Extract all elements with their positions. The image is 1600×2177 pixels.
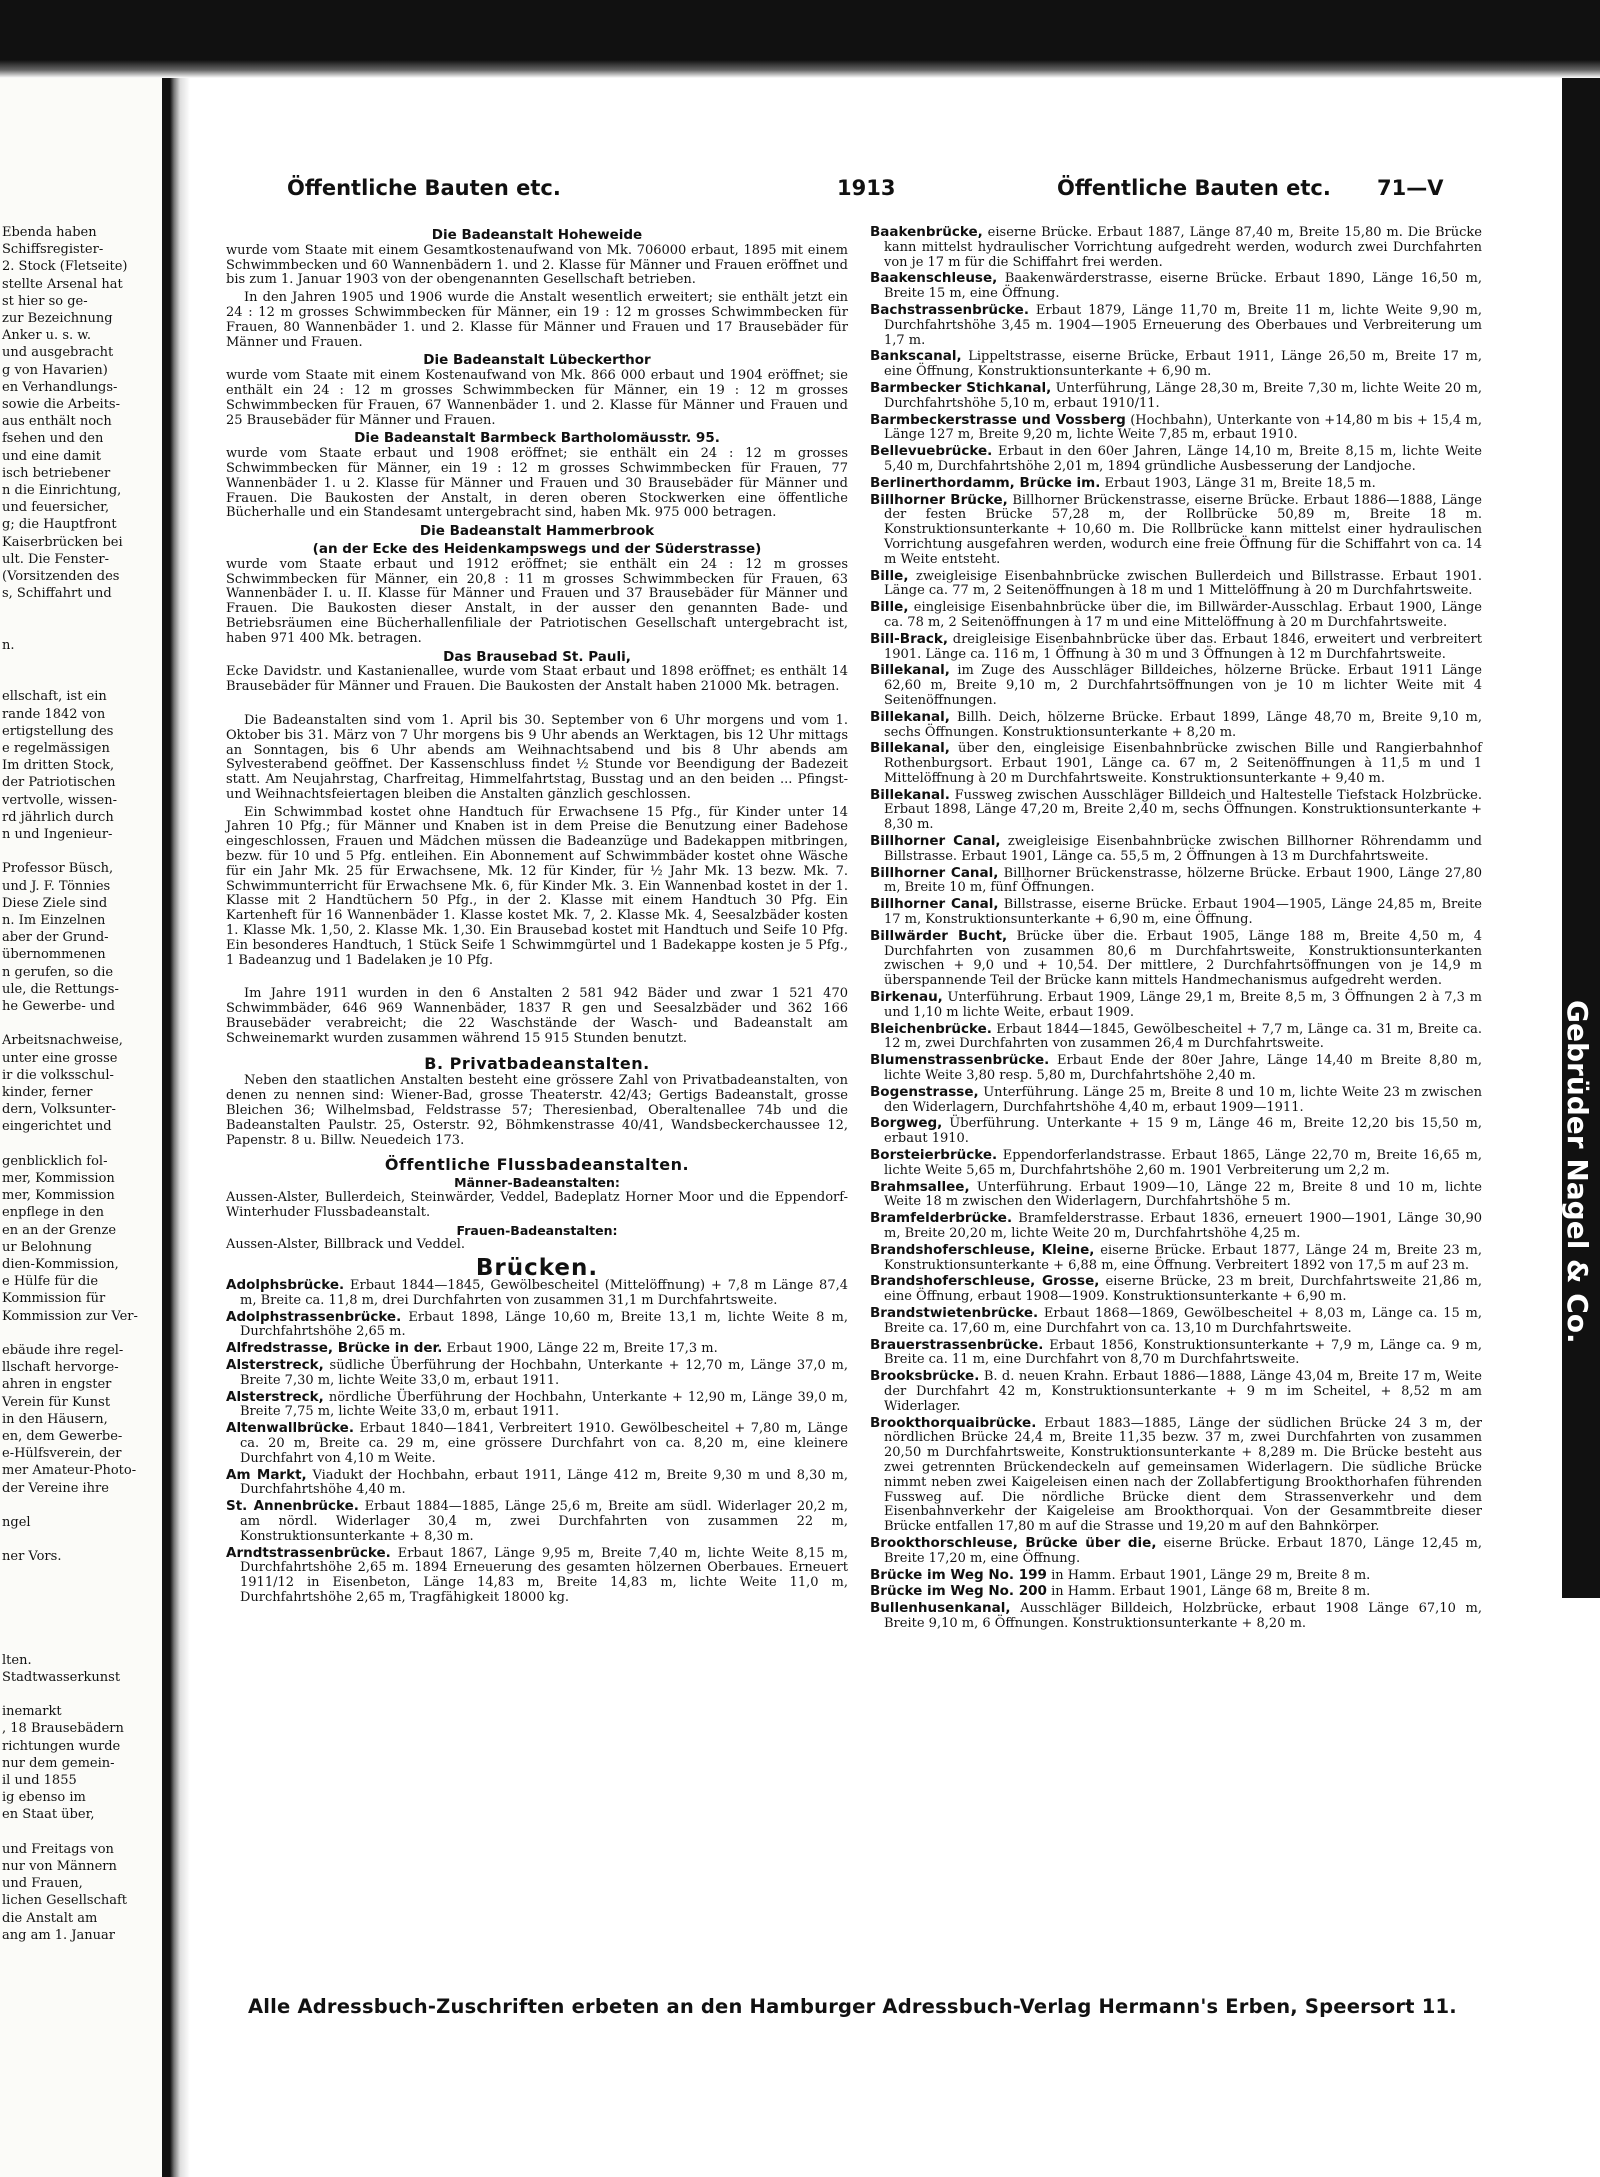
left-page-line: mer, Kommission xyxy=(2,1188,115,1204)
entry-text: Erbaut 1883—1885, Länge der südlichen Brücke 24 3 m, der nördlichen Brücke 24,4 m, Breite 11,35 bezw. 37 m, zwei Durchfahrten von zusammen 20,50 m Durchfahrtsweite, Konstruktionsunterkante + 8,289 m. Die Brücke besteht aus zwei getrennten Brückendeckeln auf gemeinsamen Widerlagern. Die südliche Brücke nimmt neben zwei Kaigeleisen einen nach der Zollabfertigung Brookthorhafen führenden Fussweg auf. Die nördliche Brücke dient dem Strassenverkehr und dem Eisenbahnverkehr der Kaigeleise am Brookthorquai. Von der Gesammtbreite dieser Brücke entfallen 17,80 m auf die Strasse und 19,20 m auf den Bahnkörper. xyxy=(884,1415,1482,1535)
entry-term: St. Annenbrücke. xyxy=(226,1498,359,1515)
entry-text: Erbaut 1900, Länge 22 m, Breite 17,3 m. xyxy=(446,1341,718,1357)
left-page-line: (Vorsitzenden des xyxy=(2,569,120,584)
bridge-entry xyxy=(226,1499,848,1544)
entry-term: Brücke im Weg No. 199 xyxy=(870,1566,1047,1583)
page-header xyxy=(212,176,1532,216)
bridge-entry xyxy=(870,929,1482,989)
left-page-line: e regelmässigen xyxy=(2,741,110,756)
entry-text: im Zuge des Ausschläger Billdeiches, hölzerne Brücke. Erbaut 1911 Länge 62,60 m, Breite 9,10 m, 2 Durchfahrtsöffnungen von je 10 m lichter Weite mit 4 Seitenöffnungen. xyxy=(884,663,1483,708)
entry-term: Bellevuebrücke. xyxy=(870,443,993,460)
left-page-line: enpflege in den xyxy=(2,1205,104,1221)
entry-term: Billekanal. xyxy=(870,786,950,803)
left-page-line: s, Schiffahrt und xyxy=(2,586,112,602)
left-page-line: ule, die Rettungs- xyxy=(2,981,119,997)
left-page-line: und Frauen, xyxy=(2,1876,83,1892)
left-page-line: Kommission zur Ver- xyxy=(2,1308,138,1324)
left-page-line: Professor Büsch, xyxy=(2,861,114,877)
left-page-line: Stadtwasserkunst xyxy=(2,1669,121,1685)
entry-text: Billstrasse, eiserne Brücke. Erbaut 1904—1905, Länge 24,85 m, Breite 17 m, Konstruktionsunterkante + 6,90 m, eine Öffnung. xyxy=(884,897,1482,928)
left-page-line: Im dritten Stock, xyxy=(2,758,115,774)
entry-term: Adolphsbrücke. xyxy=(226,1277,345,1293)
entry-term: Brücke im Weg No. 200 xyxy=(870,1583,1047,1600)
entry-text: Erbaut Ende der 80er Jahre, Länge 14,40 m Breite 8,80 m, lichte Weite 3,80 resp. 5,80 m, Durchfahrtshöhe 2,40 m. xyxy=(884,1053,1482,1084)
entry-term: Brandshoferschleuse, Kleine, xyxy=(870,1241,1095,1258)
entry-term: Billekanal, xyxy=(870,740,950,757)
section-subtitle: (an der Ecke des Heidenkampswegs und der Süderstrasse) xyxy=(312,540,762,557)
left-page-line: ngel xyxy=(2,1515,31,1530)
entry-text: in Hamm. Erbaut 1901, Länge 29 m, Breite 8 m. xyxy=(1051,1567,1371,1583)
paragraph: In den Jahren 1905 und 1906 wurde die Anstalt wesentlich erweitert; sie enthält jetzt ein 24 : 12 m grosses Schwimmbecken für Männer, ein 19 : 12 m grosses Schwimmbecken für Frauen, 80 Wannenbäder 1. und 2. Klasse für Männer und Frauen und 17 Brausebäder für Männer und Frauen. xyxy=(226,290,848,350)
entry-text: Billh. Deich, hölzerne Brücke. Erbaut 1899, Länge 48,70 m, Breite 9,10 m, sechs Öffnungen. Konstruktionsunterkante + 8,20 m. xyxy=(884,709,1483,740)
entry-text: Eppendorferlandstrasse. Erbaut 1865, Länge 22,70 m, Breite 16,65 m, lichte Weite 5,65 m, Durchfahrtshöhe 2,60 m. 1901 Verbreiterung um 2,2 m. xyxy=(884,1148,1482,1178)
left-page-line: der Vereine ihre xyxy=(2,1480,109,1496)
entry-term: Baakenschleuse, xyxy=(870,270,998,287)
left-page-line: il und 1855 xyxy=(2,1773,77,1788)
bridge-entry xyxy=(226,1546,848,1606)
left-page-line: ult. Die Fenster- xyxy=(2,551,109,567)
entry-term: Brandshoferschleuse, Grosse, xyxy=(870,1273,1100,1290)
left-page-line: in den Häusern, xyxy=(2,1411,108,1427)
entry-text: eiserne Brücke, 23 m breit, Durchfahrtsweite 21,86 m, eine Öffnung, erbaut 1908—1909. Konstruktionsunterkante + 6,90 m. xyxy=(884,1274,1482,1305)
bridge-entry xyxy=(870,1369,1482,1414)
section-title: Brücken. xyxy=(475,1255,599,1282)
entry-text: über den, eingleisige Eisenbahnbrücke zwischen Bille und Rangierbahnhof Rothenburgsort. Erbaut 1901, Länge ca. 67 m, 2 Seitenöffnungen à 11,5 m und 1 Mittelöffnung à 20 m Durchfahrtsweite. Konstruktionsunterkante + 9,40 m. xyxy=(884,741,1482,786)
entry-text: eingleisige Eisenbahnbrücke über die, im Billwärder-Ausschlag. Erbaut 1900, Länge ca. 78 m, 2 Seitenöffnungen à 17 m und eine Mittelöffnung à 20 m Durchfahrtsweite. xyxy=(884,600,1482,630)
header-right: Öffentliche Bauten etc. xyxy=(1057,176,1331,200)
entry-term: Billwärder Bucht, xyxy=(870,927,1008,944)
entry-term: Alsterstreck, xyxy=(226,1356,324,1373)
right-ad-text xyxy=(1561,1000,1594,2000)
entry-term: Bachstrassenbrücke. xyxy=(870,301,1029,318)
entry-text: Erbaut 1884—1885, Länge 25,6 m, Breite am südl. Widerlager 20,2 m, am nördl. Widerlager 30,4 m, zwei Durchfahrten von zusammen 22 m, Konstruktionsunterkante + 8,30 m. xyxy=(240,1499,848,1544)
bridge-entry xyxy=(870,1568,1482,1584)
subheading: Männer-Badeanstalten: xyxy=(454,1175,620,1191)
left-page-line: lten. xyxy=(2,1652,32,1668)
entry-term: Brooksbrücke. xyxy=(870,1368,980,1385)
bridge-entry xyxy=(870,990,1482,1021)
entry-text: nördliche Überführung der Hochbahn, Unterkante + 12,90 m, Länge 39,0 m, Breite 7,75 m, lichte Weite 33,0 m, erbaut 1911. xyxy=(240,1389,848,1420)
bridge-entry xyxy=(870,866,1482,897)
left-page-line: ebäude ihre regel- xyxy=(2,1343,124,1358)
left-page-line: ahren in engster xyxy=(2,1377,112,1393)
entry-text: Brücke über die. Erbaut 1905, Länge 188 m, Breite 4,50 m, 4 Durchfahrten von zusammen 80,6 m Durchfahrtsweite, Konstruktionsunterkanten zwischen + 9,0 und + 10,54. Der mittlere, 2 Durchfahrtsöffnungen von je 14,9 m überspannende Teil der Brücke kann mittels Handmechanismus aufgedreht werden. xyxy=(884,928,1482,989)
left-page-line: ig ebenso im xyxy=(2,1790,86,1806)
entry-text: Erbaut 1856, Konstruktionsunterkante + 7,9 m, Länge ca. 9 m, Breite ca. 11 m, eine Durchfahrt von 8,70 m Durchfahrtsweite. xyxy=(884,1337,1482,1368)
entry-term: Alfredstrasse, Brücke in der. xyxy=(226,1340,443,1357)
entry-term: Birkenau, xyxy=(870,989,943,1006)
entry-term: Brookthorquaibrücke. xyxy=(870,1414,1037,1431)
entry-text: Überführung. Unterkante + 15 9 m, Länge 46 m, Breite 12,20 bis 15,50 m, erbaut 1910. xyxy=(884,1116,1482,1147)
bridge-entry xyxy=(870,1338,1482,1369)
left-page-line: ur Belohnung xyxy=(2,1239,92,1255)
section-title: Öffentliche Flussbadeanstalten. xyxy=(384,1155,690,1175)
left-page-line: lichen Gesellschaft xyxy=(2,1893,128,1909)
bridge-entry xyxy=(226,1278,848,1309)
entry-text: Viadukt der Hochbahn, erbaut 1911, Länge 412 m, Breite 9,30 m und 8,30 m, Durchfahrtshöhe 4,40 m. xyxy=(240,1467,848,1498)
bridge-entry xyxy=(870,600,1482,631)
left-page-line: n. xyxy=(2,637,15,653)
left-page-line: e Hülfe für die xyxy=(2,1274,99,1290)
entry-term: Blumenstrassenbrücke. xyxy=(870,1052,1050,1069)
left-page-line: und eine damit xyxy=(2,448,102,464)
left-page-line: nur von Männern xyxy=(2,1859,117,1874)
left-column xyxy=(226,225,848,1607)
bridge-entry xyxy=(870,788,1482,833)
entry-text: Erbaut in den 60er Jahren, Länge 14,10 m, Breite 8,15 m, lichte Weite 5,40 m, Durchfahrtshöhe 2,01 m, 1894 gründliche Ausbesserung der Landjoche. xyxy=(884,444,1482,474)
bridge-entry xyxy=(226,1421,848,1466)
left-page-line: n und Ingenieur- xyxy=(2,827,113,842)
entry-term: Borsteierbrücke. xyxy=(870,1147,998,1164)
entry-term: Billhorner Canal, xyxy=(870,864,999,881)
left-page-line: g; die Hauptfront xyxy=(2,517,117,533)
section-title: Das Brausebad St. Pauli, xyxy=(443,648,631,665)
entry-term: Billhorner Canal, xyxy=(870,896,999,913)
bridge-entry xyxy=(870,444,1482,475)
entry-term: Bullenhusenkanal, xyxy=(870,1600,1011,1617)
right-ad-label: Gebrüder Nagel & Co. xyxy=(1561,1000,1594,1344)
entry-term: Billhorner Canal, xyxy=(870,833,1001,850)
left-page-line: e-Hülfsverein, der xyxy=(2,1446,122,1462)
entry-term: Berlinerthordamm, Brücke im. xyxy=(870,474,1101,491)
bridge-entry xyxy=(870,1536,1482,1567)
entry-term: Am Markt, xyxy=(226,1466,307,1483)
bridge-entry xyxy=(870,349,1482,380)
left-page-line: vertvolle, wissen- xyxy=(2,792,118,808)
bridge-entry xyxy=(870,710,1482,741)
bridge-entry xyxy=(870,1053,1482,1084)
left-page-line: Verein für Kunst xyxy=(2,1394,111,1410)
left-page-fragment xyxy=(0,0,162,2177)
entry-term: Bankscanal, xyxy=(870,348,962,365)
entry-text: Billhorner Brückenstrasse, eiserne Brücke. Erbaut 1886—1888, Länge der festen Brücke 57,28 m, der Rollbrücke 50,89 m, Breite 18 m. Konstruktionsunterkante + 10,60 m. Die Rollbrücke kann mittelst einer hydraulischen Vorrichtung ausgefahren werden, wodurch eine freie Öffnung für die Schiffahrt von ca. 14 m Weite entsteht. xyxy=(884,492,1482,567)
bridge-entry xyxy=(870,1416,1482,1535)
entry-term: Baakenbrücke, xyxy=(870,224,983,240)
left-page-line: aber der Grund- xyxy=(2,930,109,946)
bridge-entry xyxy=(870,1116,1482,1147)
bridge-list xyxy=(870,225,1482,1632)
left-page-line: der Patriotischen xyxy=(2,775,116,791)
page-footer: Alle Adressbuch-Zuschriften erbeten an den Hamburger Adressbuch-Verlag Hermann's Erben, Speersort 11. xyxy=(248,1995,1457,2018)
bridge-entry xyxy=(870,1274,1482,1305)
left-page-line: eingerichtet und xyxy=(2,1119,112,1135)
section-title: Die Badeanstalt Hoheweide xyxy=(431,227,643,243)
left-page-line: en an der Grenze xyxy=(2,1222,117,1238)
entry-text: südliche Überführung der Hochbahn, Unterkante + 12,70 m, Länge 37,0 m, Breite 7,30 m, lichte Weite 33,0 m, erbaut 1911. xyxy=(240,1357,848,1388)
bridge-entry xyxy=(870,381,1482,412)
bridge-entry xyxy=(870,493,1482,568)
entry-term: Billekanal, xyxy=(870,708,950,725)
header-page-number: 71—V xyxy=(1377,176,1444,200)
left-page-line: sowie die Arbeits- xyxy=(2,397,120,412)
entry-text: Erbaut 1844—1845, Gewölbescheitel + 7,7 m, Länge ca. 31 m, Breite ca. 12 m, zwei Durchfahrten von zusammen 26,4 m Durchfahrtsweite. xyxy=(884,1021,1482,1052)
entry-term: Bogenstrasse, xyxy=(870,1083,979,1100)
left-page-line: kinder, ferner xyxy=(2,1085,93,1100)
left-page-line: n die Einrichtung, xyxy=(2,483,122,498)
left-page-line: richtungen wurde xyxy=(2,1738,121,1754)
bridge-entry xyxy=(870,897,1482,928)
bridge-entry xyxy=(870,1180,1482,1211)
entry-text: Unterführung. Länge 25 m, Breite 8 und 10 m, lichte Weite 23 m zwischen den Widerlagern, Durchfahrtshöhe 4,40 m, erbaut 1909—1911. xyxy=(884,1084,1482,1115)
left-page-line: nur dem gemein- xyxy=(2,1755,115,1771)
paragraph: Aussen-Alster, Bullerdeich, Steinwärder, Veddel, Badeplatz Horner Moor und die Eppendorf-Winterhuder Flussbadeanstalt. xyxy=(226,1190,848,1220)
left-page-line: en Verhandlungs- xyxy=(2,379,118,395)
left-page-line: rd jährlich durch xyxy=(2,809,114,825)
entry-term: Barmbeckerstrasse und Vossberg xyxy=(870,411,1126,428)
entry-text: eiserne Brücke. Erbaut 1877, Länge 24 m, Breite 23 m, Konstruktionsunterkante + 6,88 m, eine Öffnung. Verbreitert 1892 von 17,5 m auf 23 m. xyxy=(884,1242,1482,1273)
paragraph: wurde vom Staate erbaut und 1912 eröffnet; sie enthält ein 24 : 12 m grosses Schwimmbecken für Männer, ein 20,8 : 11 m grosses Schwimmbecken für Frauen, 63 Wannenbäder I. u. II. Klasse für Männer und Frauen und 37 Brausebäder für Männer und Frauen. Die Baukosten dieser Anstalt, in der ausser den genannten Bade- und Betriebsräumen eine Bücherhallenfiliale der Patriotischen Gesellschaft untergebracht ist, haben 971 400 Mk. betragen. xyxy=(226,556,848,646)
entry-text: eiserne Brücke. Erbaut 1887, Länge 87,40 m, Breite 15,80 m. Die Brücke kann mittelst hydraulischer Vorrichtung aufgedreht werden, wodurch zwei Durchfahrten von je 17 m für die Schiffahrt frei werden. xyxy=(884,225,1482,270)
left-page-line: 2. Stock (Fletseite) xyxy=(2,259,128,275)
section-title: Die Badeanstalt Hammerbrook xyxy=(419,523,655,540)
entry-text: Ausschläger Billdeich, Holzbrücke, erbaut 1908 Länge 67,10 m, Breite 9,10 m, 6 Öffnungen. Konstruktionsunterkante + 8,20 m. xyxy=(884,1601,1482,1631)
left-page-line: en Staat über, xyxy=(2,1807,95,1823)
entry-text: Unterführung. Erbaut 1909—10, Länge 22 m, Breite 8 und 10 m, lichte Weite 18 m zwischen den Widerlagern, Durchfahrtshöhe 5 m. xyxy=(884,1179,1482,1210)
bridge-entry xyxy=(226,1390,848,1421)
left-page-line: g von Havarien) xyxy=(2,362,108,378)
left-page-line: n. Im Einzelnen xyxy=(2,913,106,928)
scan-top-border xyxy=(0,0,1600,78)
entry-text: Billhorner Brückenstrasse, hölzerne Brücke. Erbaut 1900, Länge 27,80 m, Breite 10 m, fünf Öffnungen. xyxy=(884,865,1482,896)
entry-term: Bleichenbrücke. xyxy=(870,1020,992,1037)
left-page-line: unter eine grosse xyxy=(2,1050,118,1066)
left-page-line: und Freitags von xyxy=(2,1841,114,1857)
bridge-entry xyxy=(870,569,1482,600)
left-page-line: Anker u. s. w. xyxy=(2,328,91,344)
left-page-line: Schiffsregister- xyxy=(2,242,104,258)
left-page-line: und ausgebracht xyxy=(2,345,114,361)
left-page-line: Kommission für xyxy=(2,1291,106,1307)
entry-text: Erbaut 1898, Länge 10,60 m, Breite 13,1 m, lichte Weite 8 m, Durchfahrtshöhe 2,65 m. xyxy=(240,1309,848,1340)
left-page-line: und J. F. Tönnies xyxy=(2,878,111,894)
bridge-entry xyxy=(870,632,1482,663)
paragraph: Aussen-Alster, Billbrack und Veddel. xyxy=(226,1237,466,1253)
paragraph: wurde vom Staate erbaut und 1908 eröffnet; sie enthält ein 24 : 12 m grosses Schwimmbecken für Männer, ein 19 : 12 m grosses Schwimmbecken für Frauen, 77 Wannenbäder 1. u 2. Klasse für Männer und Frauen und 30 Brausebäder für Männer und Frauen. Die Baukosten der Anstalt, in deren oberen Stockwerken eine öffentliche Bücherhalle und ein Standesamt untergebracht sind, haben Mk. 975 000 betragen. xyxy=(226,446,848,521)
entry-term: Bill-Brack, xyxy=(870,630,948,647)
entry-term: Arndtstrassenbrücke. xyxy=(226,1544,391,1561)
entry-term: Bramfelderbrücke. xyxy=(870,1210,1013,1227)
paragraph: Neben den staatlichen Anstalten besteht eine grössere Zahl von Privatbadeanstalten, von denen zu nennen sind: Wiener-Bad, grosse Theaterstr. 42/43; Gertigs Badeanstalt, grosse Bleichen 36; Wilhelmsbad, Feldstrasse 57; Theresienbad, Oberaltenallee 74b und die Badeanstalten Paulstr. 25, Osterstr. 92, Böhmkenstrasse 40/41, Wandsbeckerchaussee 12, Papenstr. 8 u. Billw. Neuedeich 173. xyxy=(226,1073,848,1148)
left-page-line: dien-Kommission, xyxy=(2,1257,119,1272)
entry-term: Borgweg, xyxy=(870,1115,943,1132)
paragraph: Die Badeanstalten sind vom 1. April bis 30. September von 6 Uhr morgens und vom 1. Oktober bis 31. März von 7 Uhr morgens bis 9 Uhr abends an Werktagen, bis 12 Uhr mittags an Sonntagen, bis 6 Uhr abends am Weihnachtsabend und bis 8 Uhr abends am Sylvesterabend geöffnet. Der Kassenschluss findet ½ Stunde vor Beendigung der Badezeit statt. Am Neujahrstag, Charfreitag, Himmelfahrtstag, Busstag und an den beiden ... Pfingst- und Weihnachtsfeiertagen bleiben die Anstalten gänzlich geschlossen. xyxy=(226,712,848,802)
bridge-entry xyxy=(226,1358,848,1389)
left-page-line: zur Bezeichnung xyxy=(2,311,113,326)
book-gutter xyxy=(162,0,194,2177)
paragraph: Ecke Davidstr. und Kastanienallee, wurde vom Staat erbaut und 1898 eröffnet; es enthält 14 Brausebäder für Männer und Frauen. Die Baukosten der Anstalt haben 21000 Mk. betragen. xyxy=(226,664,848,695)
bridge-entry xyxy=(870,663,1482,708)
entry-text: Unterführung, Länge 28,30 m, Breite 7,30 m, lichte Weite 20 m, Durchfahrtshöhe 5,10 m, erbaut 1910/11. xyxy=(884,380,1482,411)
left-page-line: rande 1842 von xyxy=(2,706,106,722)
entry-term: Bille, xyxy=(870,567,909,584)
entry-term: Bille, xyxy=(870,599,909,616)
bridge-entry xyxy=(226,1341,848,1357)
left-page-line: st hier so ge- xyxy=(2,293,88,309)
entry-text: Erbaut 1868—1869, Gewölbescheitel + 8,03 m, Länge ca. 15 m, Breite ca. 17,60 m, eine Durchfahrt von ca. 13,10 m Durchfahrtsweite. xyxy=(884,1305,1482,1336)
entry-term: Altenwallbrücke. xyxy=(226,1420,354,1437)
left-page-line: ellschaft, ist ein xyxy=(2,689,107,705)
entry-text: Lippeltstrasse, eiserne Brücke, Erbaut 1911, Länge 26,50 m, Breite 17 m, eine Öffnung, Konstruktionsunterkante + 6,90 m. xyxy=(884,349,1482,380)
left-page-line: , 18 Brausebädern xyxy=(2,1721,124,1737)
entry-text: (Hochbahn), Unterkante von +14,80 m bis + 15,4 m, Länge 127 m, Breite 9,20 m, lichte Weite 7,85 m, erbaut 1910. xyxy=(884,412,1482,443)
bridge-entry xyxy=(870,834,1482,865)
bridge-entry xyxy=(870,1211,1482,1242)
left-page-line: n gerufen, so die xyxy=(2,964,114,980)
bridge-list xyxy=(226,1278,848,1606)
left-page-line: stellte Arsenal hat xyxy=(2,276,123,292)
entry-text: eiserne Brücke. Erbaut 1870, Länge 12,45 m, Breite 17,20 m, eine Öffnung. xyxy=(884,1535,1483,1566)
entry-text: Erbaut 1903, Länge 31 m, Breite 18,5 m. xyxy=(1104,475,1376,491)
left-page-line: Ebenda haben xyxy=(2,225,97,240)
bridge-entry xyxy=(870,476,1482,492)
left-page-line: en, dem Gewerbe- xyxy=(2,1429,123,1444)
entry-term: Brandstwietenbrücke. xyxy=(870,1304,1039,1321)
left-page-line: mer, Kommission xyxy=(2,1171,115,1186)
bridge-entry xyxy=(870,1601,1482,1632)
entry-term: Billekanal, xyxy=(870,662,950,679)
bridge-entry xyxy=(870,1148,1482,1179)
bridge-entry xyxy=(226,1310,848,1341)
entry-term: Adolphstrassenbrücke. xyxy=(226,1308,402,1325)
left-page-line: llschaft hervorge- xyxy=(2,1360,119,1376)
paragraph: Ein Schwimmbad kostet ohne Handtuch für Erwachsene 15 Pfg., für Kinder unter 14 Jahren 10 Pfg.; für Männer und Knaben ist in dem Preise die Benutzung einer Badehose eingeschlossen, Frauen und Mädchen müssen die Badeanzüge und Badekappen mitbringen, bezw. für 10 und 5 Pfg. entleihen. Ein Abonnement auf Schwimmbäder kostet ohne Wäsche für ein Jahr Mk. 25 für Erwachsene, Mk. 12 für Kinder, für ½ Jahr Mk. 13 bezw. Mk. 7. Schwimmunterricht für Erwachsene Mk. 6, für Kinder Mk. 3. Ein Wannenbad kostet in der 1. Klasse mit 2 Handtüchern 50 Pfg., in der 2. Klasse mit einem Handtuch 30 Pfg. Ein Kartenheft für 16 Wannenbäder 1. Klasse kostet Mk. 7, 2. Klasse Mk. 4, Seesalzbäder kosten 1. Klasse Mk. 1,50, 2. Klasse Mk. 1,30. Ein Brausebad kostet mit Handtuch und Seife 10 Pfg. Ein besonderes Handtuch, 1 Stück Seife 1 Schwimmgürtel und 1 Badekappe kosten je 5 Pfg., 1 Badeanzug und 1 Badelaken je 10 Pfg. xyxy=(226,804,848,968)
left-page-line: ertigstellung des xyxy=(2,723,114,739)
left-page-line: fsehen und den xyxy=(2,431,104,447)
left-page-line: mer Amateur-Photo- xyxy=(2,1463,137,1479)
left-page-line: isch betriebener xyxy=(2,465,111,481)
entry-term: Alsterstreck, xyxy=(226,1388,324,1405)
entry-text: Unterführung. Erbaut 1909, Länge 29,1 m, Breite 8,5 m, 3 Öffnungen 2 à 7,3 m und 1,10 m lichte Weite, erbaut 1909. xyxy=(884,990,1482,1020)
bridge-entry xyxy=(870,271,1482,302)
left-page-line: aus enthält noch xyxy=(2,414,112,430)
paragraph: Im Jahre 1911 wurden in den 6 Anstalten 2 581 942 Bäder und zwar 1 521 470 Schwimmbäder, 646 969 Wannenbäder, 1837 R gen und Seesalzbäder und 362 166 Brausebäder verabreicht; die 22 Waschstände der Wasch- und Badeanstalt am Schweinemarkt wurden zusammen während 15 915 Stunden benutzt. xyxy=(226,986,848,1046)
bridge-entry xyxy=(870,1022,1482,1053)
entry-text: zweigleisige Eisenbahnbrücke zwischen Bullerdeich und Billstrasse. Erbaut 1901. Länge ca. 77 m, 2 Seitenöffnungen à 18 m und 1 Mittelöffnung à 20 m Durchfahrtsweite. xyxy=(884,568,1482,599)
bridge-entry xyxy=(870,225,1482,270)
left-page-line: Diese Ziele sind xyxy=(2,895,108,911)
entry-text: dreigleisige Eisenbahnbrücke über das. Erbaut 1846, erweitert und verbreitert 1901. Länge ca. 116 m, 1 Öffnung à 30 m und 3 Öffnungen à 12 m Durchfahrtsweite. xyxy=(884,631,1482,662)
entry-text: Erbaut 1840—1841, Verbreitert 1910. Gewölbescheitel + 7,80 m, Länge ca. 20 m, Breite ca. 29 m, eine grössere Durchfahrt von ca. 8,20 m, eine kleinere Durchfahrt von 4,10 m Weite. xyxy=(240,1421,848,1466)
bridge-entry xyxy=(870,303,1482,348)
header-left: Öffentliche Bauten etc. xyxy=(287,176,561,200)
entry-text: Erbaut 1879, Länge 11,70 m, Breite 11 m, lichte Weite 9,90 m, Durchfahrtshöhe 3,45 m. 1904—1905 Erneuerung des Oberbaues und Verbreiterung um 1,7 m. xyxy=(884,302,1483,348)
entry-text: Erbaut 1844—1845, Gewölbescheitel (Mittelöffnung) + 7,8 m Länge 87,4 m, Breite ca. 11,8 m, drei Durchfahrten von zusammen 31,1 m Durchfahrtsweite. xyxy=(240,1278,848,1308)
left-page-line: ir die volksschul- xyxy=(2,1067,114,1083)
left-page-line: ang am 1. Januar xyxy=(2,1927,115,1943)
entry-term: Brauerstrassenbrücke. xyxy=(870,1336,1044,1353)
bridge-entry xyxy=(226,1468,848,1499)
left-page-line: he Gewerbe- und xyxy=(2,999,115,1014)
header-year: 1913 xyxy=(837,176,896,200)
bridge-entry xyxy=(870,413,1482,444)
left-page-line: inemarkt xyxy=(2,1704,62,1720)
paragraph: wurde vom Staate mit einem Gesamtkostenaufwand von Mk. 706000 erbaut, 1895 mit einem Schwimmbecken und 60 Wannenbädern 1. und 2. Klasse für Männer und Frauen eröffnet und bis zum 1. Januar 1903 von der obengenannten Gesellschaft betrieben. xyxy=(226,242,848,288)
entry-text: Bramfelderstrasse. Erbaut 1836, erneuert 1900—1901, Länge 30,90 m, Breite 20,20 m, lichte Weite 20 m, Durchfahrtshöhe 4,25 m. xyxy=(884,1211,1482,1241)
entry-text: B. d. neuen Krahn. Erbaut 1886—1888, Länge 43,04 m, Breite 17 m, Weite der Durchfahrt 42 m, Konstruktionsunterkante + 9 m im Scheitel, + 8,52 m am Widerlager. xyxy=(884,1369,1483,1414)
bridge-entry xyxy=(870,1085,1482,1116)
bridge-entry xyxy=(870,1243,1482,1274)
left-page-line: und feuersicher, xyxy=(2,500,110,516)
entry-text: Erbaut 1867, Länge 9,95 m, Breite 7,40 m, lichte Weite 8,15 m, Durchfahrtshöhe 2,65 m. 1894 Erneuerung des gesamten hölzernen Oberbaues. Erneuert 1911/12 in Eisenbeton, Länge 14,83 m, Breite 14,83 m, lichte Weite 11,0 m, Durchfahrtshöhe 2,65 m, Tragfähigkeit 18000 kg. xyxy=(240,1545,848,1605)
right-column xyxy=(870,225,1482,1633)
entry-term: Billhorner Brücke, xyxy=(870,491,1008,508)
left-page-line: Arbeitsnachweise, xyxy=(2,1033,123,1049)
entry-text: zweigleisige Eisenbahnbrücke zwischen Billhorner Röhrendamm und Billstrasse. Erbaut 1901, Länge ca. 55,5 m, 2 Öffnungen à 13 m Durchfahrtsweite. xyxy=(884,834,1482,864)
entry-term: Brahmsallee, xyxy=(870,1178,970,1195)
entry-text: Fussweg zwischen Ausschläger Billdeich und Haltestelle Tiefstack Holzbrücke. Erbaut 1898, Länge 47,20 m, Breite 2,40 m, sechs Öffnungen. Konstruktionsunterkante + 8,30 m. xyxy=(884,787,1482,833)
section-title: B. Privatbadeanstalten. xyxy=(424,1053,650,1073)
subheading: Frauen-Badeanstalten: xyxy=(456,1222,618,1238)
bridge-entry xyxy=(870,1306,1482,1337)
left-page-line: Kaiserbrücken bei xyxy=(2,534,123,550)
entry-term: Brookthorschleuse, Brücke über die, xyxy=(870,1534,1157,1551)
left-page-line: ner Vors. xyxy=(2,1549,62,1565)
entry-text: Baakenwärderstrasse, eiserne Brücke. Erbaut 1890, Länge 16,50 m, Breite 15 m, eine Öffnung. xyxy=(884,271,1482,302)
entry-text: in Hamm. Erbaut 1901, Länge 68 m, Breite 8 m. xyxy=(1051,1584,1371,1600)
bridge-entry xyxy=(870,741,1482,786)
left-page-line: dern, Volksunter- xyxy=(2,1102,116,1118)
bridge-entry xyxy=(870,1584,1482,1600)
section-title: Die Badeanstalt Lübeckerthor xyxy=(423,352,651,369)
section-title: Die Badeanstalt Barmbeck Bartholomäusstr. 95. xyxy=(354,430,720,447)
left-page-line: genblicklich fol- xyxy=(2,1153,108,1169)
entry-term: Barmbecker Stichkanal, xyxy=(870,379,1052,396)
paragraph: wurde vom Staate mit einem Kostenaufwand von Mk. 866 000 erbaut und 1904 eröffnet; sie enthält ein 24 : 12 m grosses Schwimmbecken für Männer, ein 19 : 12 m grosses Schwimmbecken für Frauen, 67 Wannenbäder 1. und 2. Klasse für Männer und Frauen und 25 Brausebäder für Männer und Frauen. xyxy=(226,368,848,428)
left-page-line: die Anstalt am xyxy=(2,1910,98,1926)
left-page-line: übernommenen xyxy=(2,947,106,963)
